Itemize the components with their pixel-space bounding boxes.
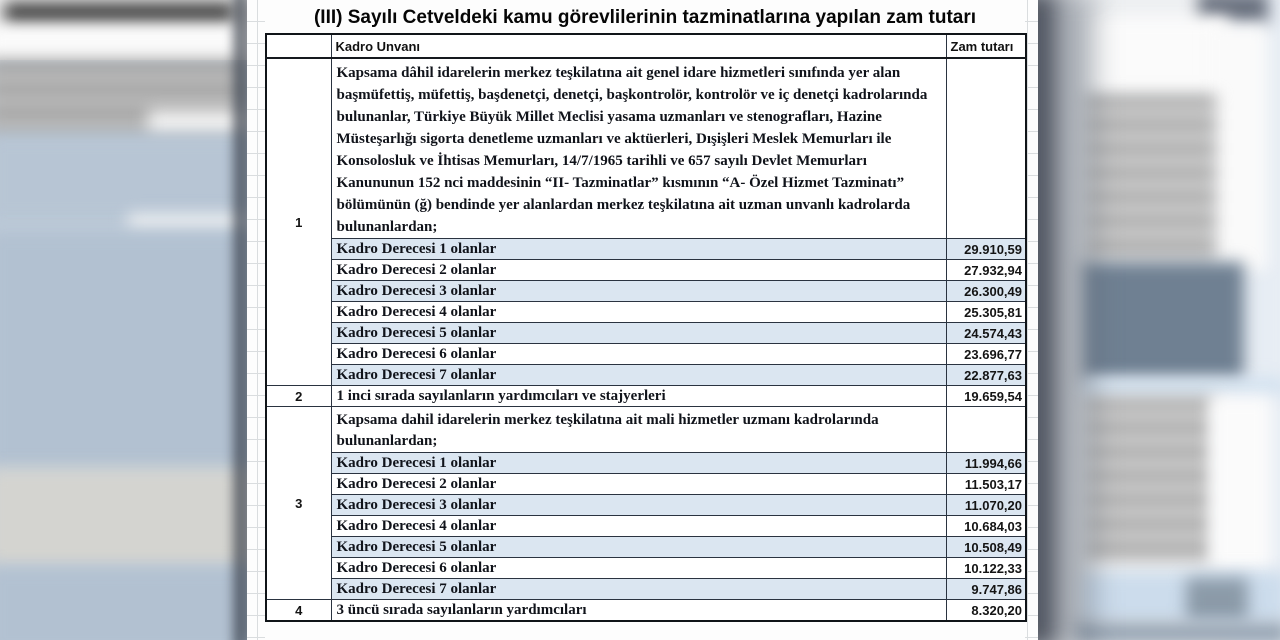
amount-cell: 10.508,49 bbox=[946, 537, 1026, 558]
kadro-label-cell: Kadro Derecesi 3 olanlar bbox=[331, 495, 946, 516]
blur-blob bbox=[0, 230, 247, 470]
kadro-label-cell: Kadro Derecesi 7 olanlar bbox=[331, 579, 946, 600]
table-row bbox=[266, 239, 1026, 260]
kadro-label-cell: Kadro Derecesi 6 olanlar bbox=[331, 558, 946, 579]
background-blur-right bbox=[1038, 0, 1280, 640]
kadro-label-cell: Kadro Derecesi 4 olanlar bbox=[331, 302, 946, 323]
blur-blob bbox=[1082, 262, 1244, 380]
section-header-row bbox=[266, 407, 1026, 453]
section-header-row bbox=[266, 58, 1026, 239]
table-row bbox=[266, 323, 1026, 344]
row-number: 1 bbox=[266, 58, 331, 386]
spreadsheet-panel bbox=[247, 0, 1038, 640]
page-title: (III) Sayılı Cetveldeki kamu görevlilerinin tazminatlarına yapılan zam tutarı bbox=[265, 4, 1025, 31]
kadro-label-cell: 3 üncü sırada sayılanların yardımcıları bbox=[331, 600, 946, 622]
table-row bbox=[266, 260, 1026, 281]
column-header-zam-tutari: Zam tutarı bbox=[946, 34, 1026, 58]
kadro-label-cell: Kadro Derecesi 6 olanlar bbox=[331, 344, 946, 365]
table-row bbox=[266, 453, 1026, 474]
amount-cell: 11.994,66 bbox=[946, 453, 1026, 474]
kadro-label-cell: Kadro Derecesi 5 olanlar bbox=[331, 537, 946, 558]
amount-cell: 22.877,63 bbox=[946, 365, 1026, 386]
blur-blob bbox=[4, 2, 234, 25]
kadro-label-cell: Kadro Derecesi 7 olanlar bbox=[331, 365, 946, 386]
blur-blob bbox=[0, 134, 247, 222]
table-row bbox=[266, 386, 1026, 407]
amount-cell: 11.503,17 bbox=[946, 474, 1026, 495]
amount-cell bbox=[946, 58, 1026, 239]
row-number: 4 bbox=[266, 600, 331, 622]
background-blur-left bbox=[0, 0, 247, 640]
kadro-label-cell: Kadro Derecesi 4 olanlar bbox=[331, 516, 946, 537]
section-paragraph-cell: Kapsama dâhil idarelerin merkez teşkilatına ait genel idare hizmetleri sınıfında yer alan başmüfettiş, müfettiş, başdenetçi, denetçi, başkontrolör, kontrolör ve iç denetçi kadrolarında bulunanlar, Türkiye Büyük Millet Meclisi yasama uzmanları ve stenografları, Hazine Müsteşarlığı sigorta denetleme uzmanları ve aktüerleri, Dışişleri Meslek Memurları ile Konsolosluk ve İhtisas Memurları, 14/7/1965 tarihli ve 657 sayılı Devlet Memurları Kanununun 152 nci maddesinin “II- Tazminatlar” kısmının “A- Özel Hizmet Tazminatı” bölümünün (ğ) bendinde yer alanlardan merkez teşkilatına ait uzman unvanlı kadrolarda bulunanlardan; bbox=[331, 58, 946, 239]
amount-cell: 19.659,54 bbox=[946, 386, 1026, 407]
blur-blob bbox=[0, 26, 247, 62]
row-number: 3 bbox=[266, 407, 331, 600]
amount-cell: 23.696,77 bbox=[946, 344, 1026, 365]
blur-blob bbox=[1082, 572, 1280, 622]
table-row bbox=[266, 281, 1026, 302]
table-row bbox=[266, 302, 1026, 323]
compensation-table bbox=[265, 33, 1027, 622]
blur-blob bbox=[1082, 378, 1280, 395]
amount-cell: 26.300,49 bbox=[946, 281, 1026, 302]
kadro-label-cell: Kadro Derecesi 2 olanlar bbox=[331, 260, 946, 281]
table-row bbox=[266, 474, 1026, 495]
table-row bbox=[266, 495, 1026, 516]
table-row bbox=[266, 344, 1026, 365]
blur-blob bbox=[0, 566, 247, 640]
blur-blob bbox=[1038, 0, 1062, 640]
amount-cell: 9.747,86 bbox=[946, 579, 1026, 600]
amount-cell: 25.305,81 bbox=[946, 302, 1026, 323]
amount-cell: 10.684,03 bbox=[946, 516, 1026, 537]
table-row bbox=[266, 600, 1026, 622]
table-row bbox=[266, 558, 1026, 579]
amount-cell: 24.574,43 bbox=[946, 323, 1026, 344]
table-row bbox=[266, 516, 1026, 537]
kadro-label-cell: Kadro Derecesi 3 olanlar bbox=[331, 281, 946, 302]
section-paragraph-cell: Kapsama dahil idarelerin merkez teşkilatına ait mali hizmetler uzmanı kadrolarında bulunanlardan; bbox=[331, 407, 946, 453]
column-header-empty bbox=[266, 34, 331, 58]
kadro-label-cell: Kadro Derecesi 5 olanlar bbox=[331, 323, 946, 344]
blur-blob bbox=[1210, 396, 1272, 571]
blur-blob bbox=[1076, 622, 1280, 640]
blur-blob bbox=[1186, 578, 1248, 620]
amount-cell: 29.910,59 bbox=[946, 239, 1026, 260]
amount-cell: 10.122,33 bbox=[946, 558, 1026, 579]
table-body bbox=[266, 58, 1026, 621]
blur-blob bbox=[0, 468, 247, 568]
row-number: 2 bbox=[266, 386, 331, 407]
blur-blob bbox=[1060, 0, 1094, 640]
blur-blob bbox=[233, 0, 247, 640]
table-header-row bbox=[266, 34, 1026, 58]
column-header-kadro-unvani: Kadro Unvanı bbox=[331, 34, 946, 58]
blur-blob bbox=[1086, 398, 1214, 566]
table-row bbox=[266, 579, 1026, 600]
table-row bbox=[266, 365, 1026, 386]
kadro-label-cell: Kadro Derecesi 2 olanlar bbox=[331, 474, 946, 495]
excel-gridlines-left-margin bbox=[247, 0, 265, 640]
amount-cell: 11.070,20 bbox=[946, 495, 1026, 516]
table-row bbox=[266, 537, 1026, 558]
amount-cell: 27.932,94 bbox=[946, 260, 1026, 281]
kadro-label-cell: Kadro Derecesi 1 olanlar bbox=[331, 239, 946, 260]
kadro-label-cell: 1 inci sırada sayılanların yardımcıları ve stajyerleri bbox=[331, 386, 946, 407]
blur-blob bbox=[1086, 95, 1216, 265]
amount-cell: 8.320,20 bbox=[946, 600, 1026, 622]
blur-blob bbox=[1210, 25, 1268, 270]
amount-cell bbox=[946, 407, 1026, 453]
kadro-label-cell: Kadro Derecesi 1 olanlar bbox=[331, 453, 946, 474]
blur-blob bbox=[1088, 16, 1228, 96]
